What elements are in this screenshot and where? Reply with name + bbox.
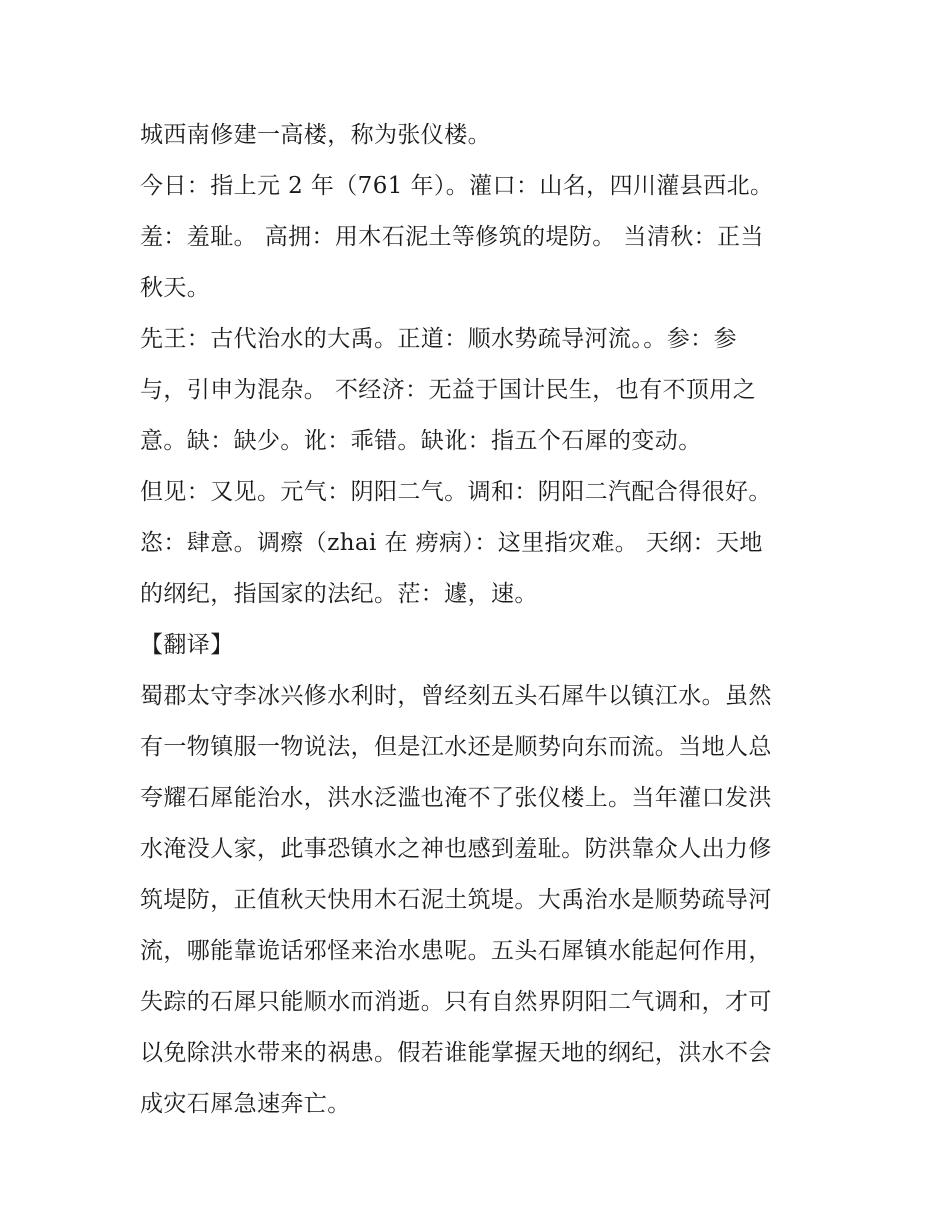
text-body <box>140 110 815 1130</box>
text-line: 但见：又见。元气：阴阳二气。调和：阴阳二汽配合得很好。 <box>140 479 772 505</box>
text-line: 的纲纪，指国家的法纪。茫：遽，速。 <box>140 581 538 607</box>
text-line: 失踪的石犀只能顺水而消逝。只有自然界阴阳二气调和，才可 <box>140 989 772 1015</box>
text-line: 流，哪能靠诡话邪怪来治水患呢。五头石犀镇水能起何作用， <box>140 938 772 964</box>
text-line: 恣：肆意。调瘵（zhai 在 痨病）：这里指灾难。 天纲：天地 <box>140 530 763 556</box>
text-line: 意。缺：缺少。讹：乖错。缺讹：指五个石犀的变动。 <box>140 428 702 454</box>
text-line: 水淹没人家，此事恐镇水之神也感到羞耻。防洪靠众人出力修 <box>140 836 772 862</box>
text-line: 先王：古代治水的大禹。正道：顺水势疏导河流。。参：参 <box>140 326 737 352</box>
text-line: 有一物镇服一物说法，但是江水还是顺势向东而流。当地人总 <box>140 734 772 760</box>
text-line: 城西南修建一高楼，称为张仪楼。 <box>140 122 491 148</box>
text-line: 羞：羞耻。 高拥：用木石泥土等修筑的堤防。 当清秋：正当 <box>140 224 764 250</box>
text-line: 成灾石犀急速奔亡。 <box>140 1091 351 1117</box>
text-line: 夸耀石犀能治水，洪水泛滥也淹不了张仪楼上。当年灌口发洪 <box>140 785 772 811</box>
text-line: 蜀郡太守李冰兴修水利时，曾经刻五头石犀牛以镇江水。虽然 <box>140 683 772 709</box>
text-line: 筑堤防，正值秋天快用木石泥土筑堤。大禹治水是顺势疏导河 <box>140 887 772 913</box>
section-heading-translation: 【翻译】 <box>140 632 234 658</box>
text-line: 秋天。 <box>140 275 211 301</box>
text-line: 以免除洪水带来的祸患。假若谁能掌握天地的纲纪，洪水不会 <box>140 1040 772 1066</box>
text-line: 今日：指上元 2 年（761 年）。灌口：山名，四川灌县西北。 <box>140 173 774 199</box>
text-line: 与，引申为混杂。 不经济：无益于国计民生，也有不顶用之 <box>140 377 757 403</box>
